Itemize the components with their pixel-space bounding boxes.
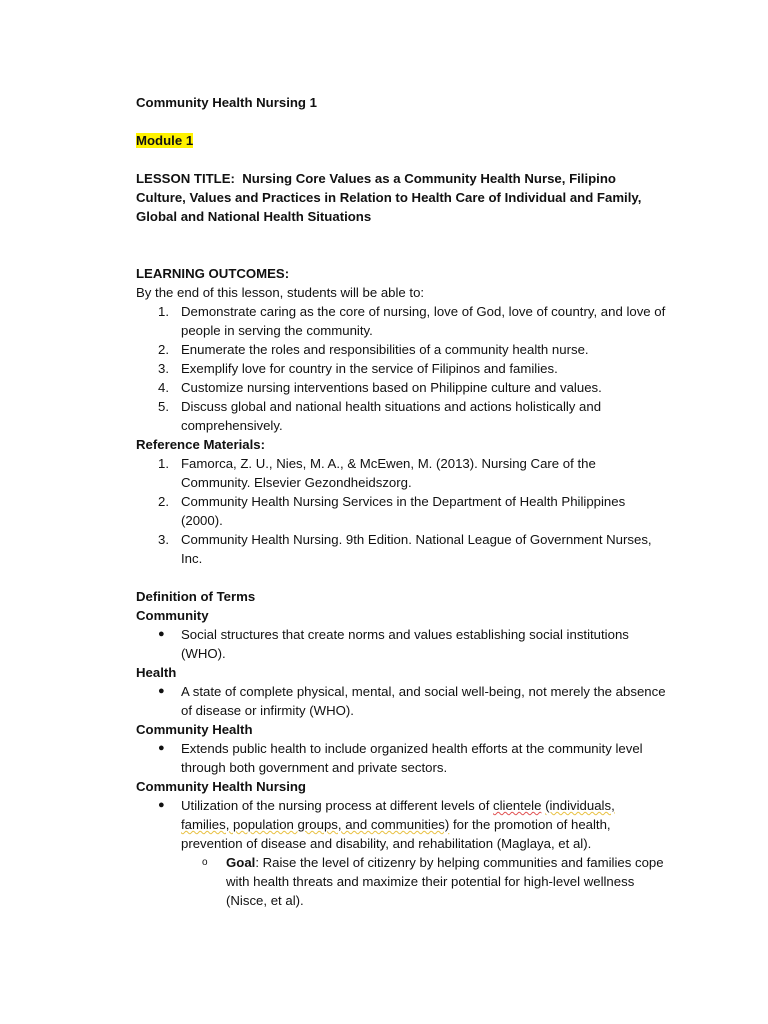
list-item-text: Community Health Nursing. 9th Edition. National League of Government Nurses, Inc. <box>181 532 652 566</box>
community-health-definition <box>136 739 666 777</box>
list-item: 1. Famorca, Z. U., Nies, M. A., & McEwen, M. (2013). Nursing Care of the Community. Elsevier Gezondheidszorg. <box>158 456 596 490</box>
lesson-title-text: Nursing Core Values as a Community Health Nurse, Filipino Culture, Values and Practices in Relation to Health Care of Individual and Family, Global and National Health Situations <box>136 171 642 224</box>
community-health-nursing-definition <box>136 796 666 853</box>
list-item-text: Community Health Nursing Services in the Department of Health Philippines (2000). <box>181 494 626 528</box>
list-item: 2. Enumerate the roles and responsibilities of a community health nurse. <box>158 342 589 357</box>
list-item-text: Exemplify love for country in the service of Filipinos and families. <box>181 361 558 376</box>
learning-outcomes-list <box>136 302 666 435</box>
list-item-text: Utilization of the nursing process at different levels of <box>181 798 494 813</box>
list-item: 4. Customize nursing interventions based on Philippine culture and values. <box>158 380 602 395</box>
health-definition <box>136 682 666 720</box>
references-heading: Reference Materials: <box>136 437 266 452</box>
module-heading <box>136 131 666 150</box>
learning-outcomes-heading: LEARNING OUTCOMES: <box>136 266 290 281</box>
list-item: o Goal: Raise the level of citizenry by helping communities and families cope with health threats and maximize their potential for high-level wellness (Nisce, et al). <box>202 855 664 908</box>
list-item: ● Extends public health to include organized health efforts at the community level through both government and private sectors. <box>158 741 643 775</box>
lesson-title-label: LESSON TITLE: <box>136 171 235 186</box>
definitions-heading: Definition of Terms <box>136 589 256 604</box>
list-item: ● A state of complete physical, mental, and social well-being, not merely the absence of disease or infirmity (WHO). <box>158 684 666 718</box>
goal-text: : Raise the level of citizenry by helping communities and families cope with health threats and maximize their potential for high-level wellness (Nisce, et al). <box>226 855 664 908</box>
list-item-text: Discuss global and national health situations and actions holistically and comprehensively. <box>181 399 602 433</box>
module-label: Module 1 <box>136 133 194 148</box>
grammar-flagged-text: (individuals, families, population groups, and communities) <box>181 798 615 832</box>
list-item-text: Customize nursing interventions based on Philippine culture and values. <box>181 380 602 395</box>
references-list <box>136 454 666 568</box>
community-definition <box>136 625 666 663</box>
list-item-text: Social structures that create norms and values establishing social institutions (WHO). <box>181 627 629 661</box>
spellcheck-word: clientele <box>493 798 542 813</box>
list-item: 1. Demonstrate caring as the core of nursing, love of God, love of country, and love of people in serving the community. <box>158 304 666 338</box>
list-item-text: A state of complete physical, mental, and social well-being, not merely the absence of disease or infirmity (WHO). <box>181 684 666 718</box>
list-item-text: Extends public health to include organized health efforts at the community level through both government and private sectors. <box>181 741 643 775</box>
list-item-text: Enumerate the roles and responsibilities of a community health nurse. <box>181 342 589 357</box>
list-item: 2. Community Health Nursing Services in the Department of Health Philippines (2000). <box>158 494 626 528</box>
list-item: 3. Exemplify love for country in the service of Filipinos and families. <box>158 361 558 376</box>
list-item: ● Social structures that create norms and values establishing social institutions (WHO). <box>158 627 629 661</box>
course-title: Community Health Nursing 1 <box>136 95 317 110</box>
learning-outcomes-intro: By the end of this lesson, students will be able to: <box>136 285 425 300</box>
term-community-health-nursing: Community Health Nursing <box>136 779 306 794</box>
term-health: Health <box>136 665 177 680</box>
term-community: Community <box>136 608 209 623</box>
document-page <box>136 93 666 910</box>
list-item: ● Utilization of the nursing process at different levels of clientele (individuals, families, population groups, and communities) for the promotion of health, prevention of disease and disability, and rehabilitation (Maglaya, et al). <box>158 798 615 851</box>
term-community-health: Community Health <box>136 722 253 737</box>
list-item: 3. Community Health Nursing. 9th Edition. National League of Government Nurses, Inc. <box>158 532 652 566</box>
list-item-text: Famorca, Z. U., Nies, M. A., & McEwen, M. (2013). Nursing Care of the Community. Elsevier Gezondheidszorg. <box>181 456 596 490</box>
list-item-text: Demonstrate caring as the core of nursing, love of God, love of country, and love of people in serving the community. <box>181 304 666 338</box>
list-item-text-end: for the promotion of health, prevention of disease and disability, and rehabilitation (Maglaya, et al). <box>181 817 611 851</box>
list-item: 5. Discuss global and national health situations and actions holistically and comprehensively. <box>158 399 602 433</box>
lesson-title <box>136 169 666 226</box>
goal-label: Goal <box>226 855 256 870</box>
goal-sublist <box>136 853 666 910</box>
